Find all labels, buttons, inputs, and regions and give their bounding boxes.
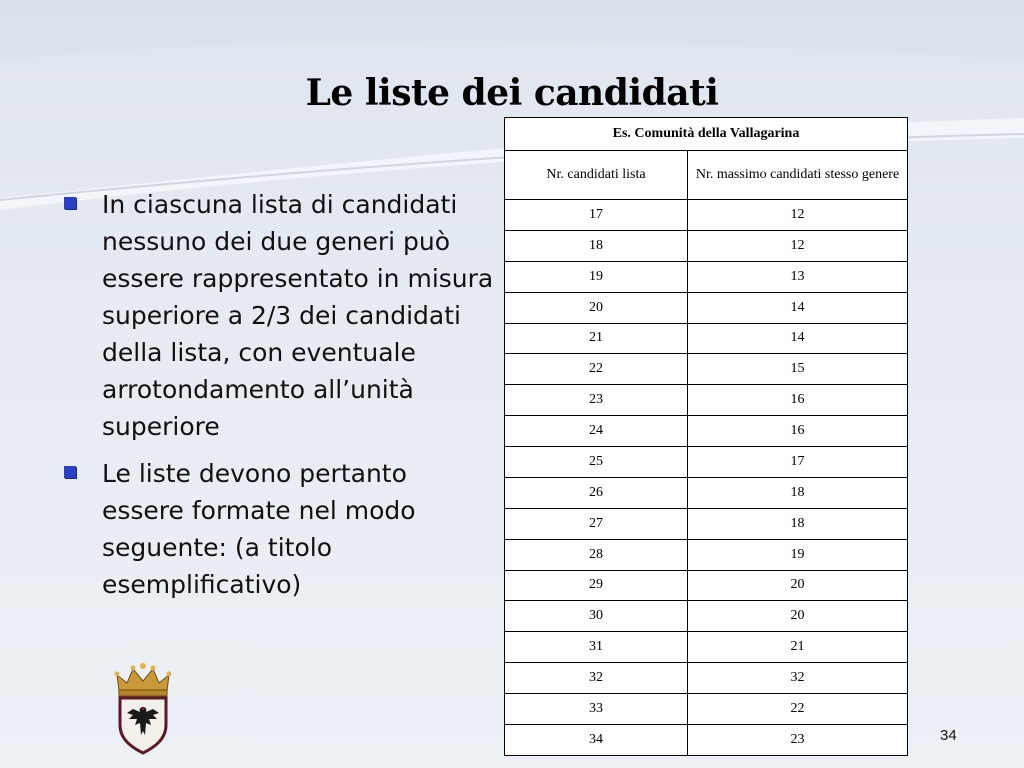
cell-candidati: 19 bbox=[505, 261, 688, 292]
table-row bbox=[505, 416, 908, 447]
table-caption-row bbox=[505, 118, 908, 151]
cell-candidati: 29 bbox=[505, 570, 688, 601]
page-number: 34 bbox=[940, 727, 957, 744]
cell-candidati: 32 bbox=[505, 663, 688, 694]
table-row bbox=[505, 632, 908, 663]
cell-massimo: 16 bbox=[688, 416, 908, 447]
table-row bbox=[505, 570, 908, 601]
cell-candidati: 20 bbox=[505, 292, 688, 323]
header-massimo-stesso-genere: Nr. massimo candidati stesso genere bbox=[688, 151, 908, 200]
bullet-list bbox=[62, 186, 494, 613]
table-caption: Es. Comunità della Vallagarina bbox=[505, 118, 908, 151]
cell-massimo: 22 bbox=[688, 694, 908, 725]
bullet-item bbox=[62, 455, 494, 603]
cell-candidati: 31 bbox=[505, 632, 688, 663]
bullet-text: In ciascuna lista di candidati nessuno dei due generi può essere rappresentato in misura superiore a 2/3 dei candidati della lista, con eventuale arrotondamento all’unità superiore bbox=[102, 190, 494, 441]
cell-candidati: 17 bbox=[505, 200, 688, 231]
cell-massimo: 18 bbox=[688, 508, 908, 539]
cell-candidati: 21 bbox=[505, 323, 688, 354]
table-row bbox=[505, 354, 908, 385]
cell-massimo: 21 bbox=[688, 632, 908, 663]
cell-candidati: 33 bbox=[505, 694, 688, 725]
cell-candidati: 23 bbox=[505, 385, 688, 416]
table-row bbox=[505, 477, 908, 508]
cell-candidati: 34 bbox=[505, 724, 688, 755]
square-bullet-icon bbox=[64, 197, 76, 209]
cell-candidati: 24 bbox=[505, 416, 688, 447]
cell-massimo: 23 bbox=[688, 724, 908, 755]
cell-massimo: 32 bbox=[688, 663, 908, 694]
table-row bbox=[505, 292, 908, 323]
bullet-item bbox=[62, 186, 494, 445]
table-row bbox=[505, 601, 908, 632]
cell-candidati: 26 bbox=[505, 477, 688, 508]
table-row bbox=[505, 385, 908, 416]
cell-massimo: 12 bbox=[688, 200, 908, 231]
table-row bbox=[505, 694, 908, 725]
cell-candidati: 30 bbox=[505, 601, 688, 632]
header-candidati-lista: Nr. candidati lista bbox=[505, 151, 688, 200]
coat-of-arms-icon bbox=[113, 663, 173, 755]
cell-massimo: 20 bbox=[688, 601, 908, 632]
table-row bbox=[505, 261, 908, 292]
table-row bbox=[505, 200, 908, 231]
table-header-row bbox=[505, 151, 908, 200]
cell-candidati: 22 bbox=[505, 354, 688, 385]
table-row bbox=[505, 230, 908, 261]
table-row bbox=[505, 508, 908, 539]
cell-massimo: 12 bbox=[688, 230, 908, 261]
cell-massimo: 14 bbox=[688, 292, 908, 323]
cell-candidati: 27 bbox=[505, 508, 688, 539]
table-row bbox=[505, 539, 908, 570]
cell-candidati: 18 bbox=[505, 230, 688, 261]
cell-candidati: 28 bbox=[505, 539, 688, 570]
table-row bbox=[505, 323, 908, 354]
cell-candidati: 25 bbox=[505, 447, 688, 478]
table-row bbox=[505, 724, 908, 755]
cell-massimo: 17 bbox=[688, 447, 908, 478]
cell-massimo: 18 bbox=[688, 477, 908, 508]
table-row bbox=[505, 663, 908, 694]
cell-massimo: 13 bbox=[688, 261, 908, 292]
cell-massimo: 14 bbox=[688, 323, 908, 354]
cell-massimo: 15 bbox=[688, 354, 908, 385]
candidates-table bbox=[504, 117, 908, 756]
bullet-text: Le liste devono pertanto essere formate nel modo seguente: (a titolo esemplificativo) bbox=[102, 459, 416, 599]
cell-massimo: 20 bbox=[688, 570, 908, 601]
slide-title: Le liste dei candidati bbox=[305, 72, 719, 114]
table-row bbox=[505, 447, 908, 478]
cell-massimo: 19 bbox=[688, 539, 908, 570]
cell-massimo: 16 bbox=[688, 385, 908, 416]
square-bullet-icon bbox=[64, 466, 76, 478]
